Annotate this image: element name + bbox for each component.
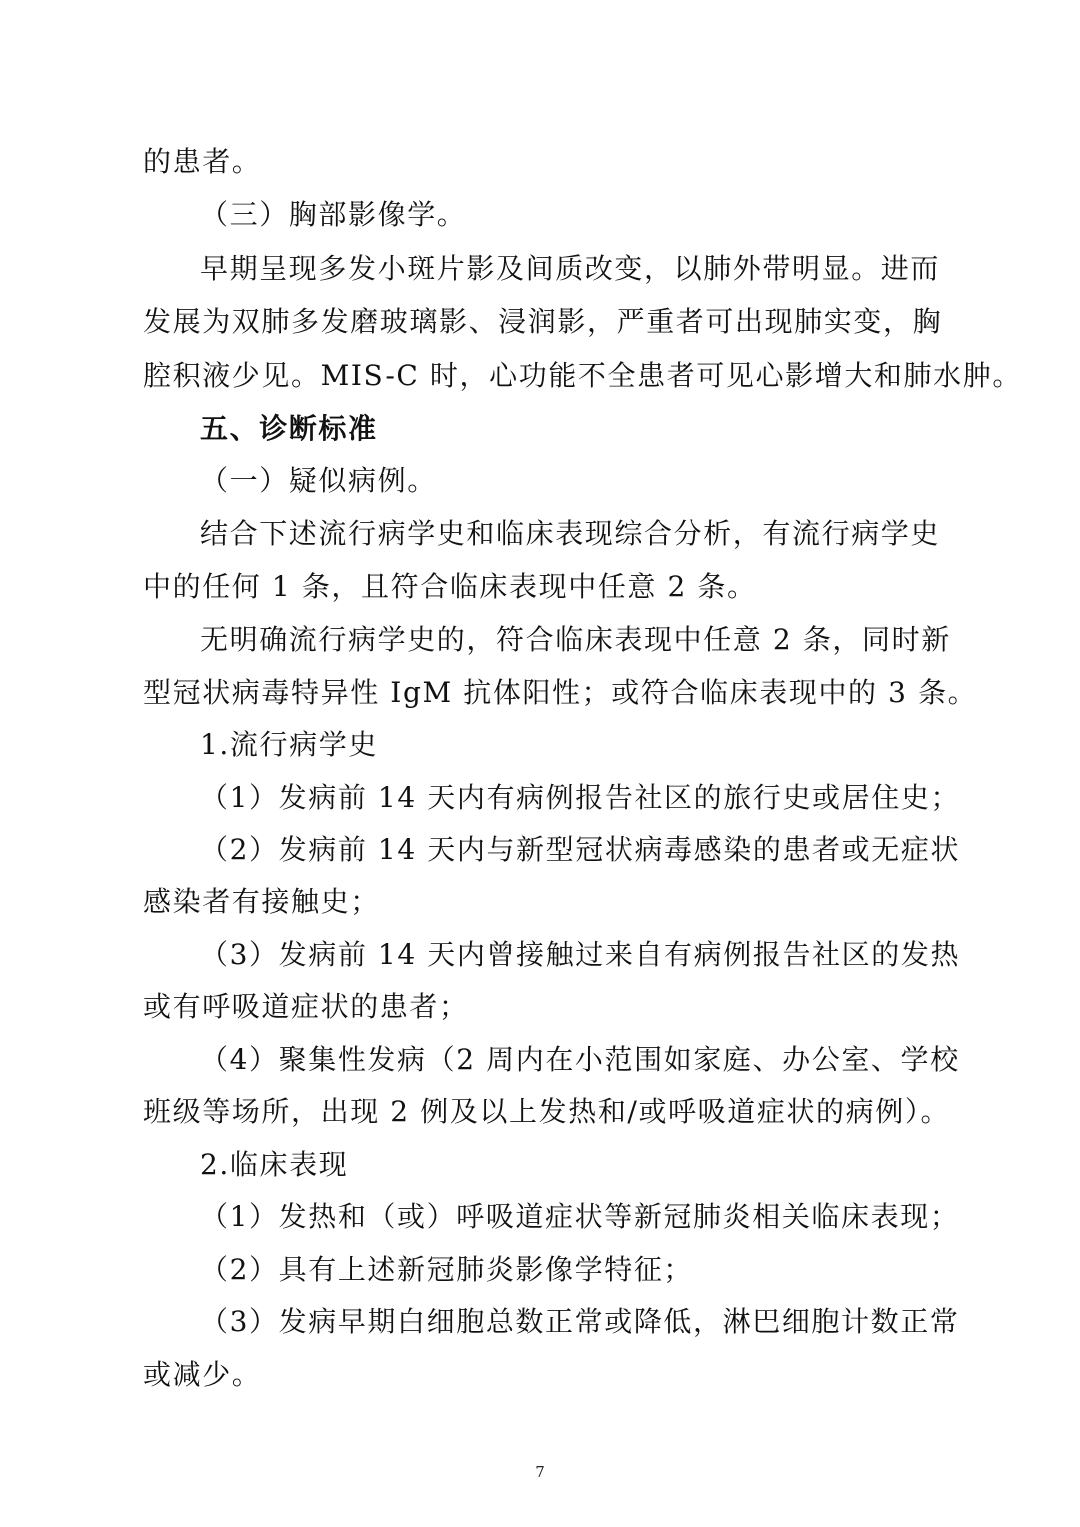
subsection-heading-chest-imaging: （三）胸部影像学。 [200, 198, 467, 231]
page-number: 7 [535, 1463, 545, 1481]
paragraph-line: 中的任何 1 条，且符合临床表现中任意 2 条。 [143, 570, 757, 603]
list-item: （2）具有上述新冠肺炎影像学特征； [200, 1253, 694, 1286]
list-item: （3）发病前 14 天内曾接触过来自有病例报告社区的发热 [200, 938, 961, 971]
list-item-continuation: 或有呼吸道症状的患者； [143, 990, 469, 1023]
list-item: （3）发病早期白细胞总数正常或降低，淋巴细胞计数正常 [200, 1305, 960, 1338]
paragraph-line: 型冠状病毒特异性 IgM 抗体阳性；或符合临床表现中的 3 条。 [143, 676, 978, 709]
paragraph-line: 无明确流行病学史的，符合临床表现中任意 2 条，同时新 [200, 623, 951, 656]
paragraph-line: 结合下述流行病学史和临床表现综合分析，有流行病学史 [200, 517, 941, 550]
list-item: （4）聚集性发病（2 周内在小范围如家庭、办公室、学校 [200, 1043, 960, 1076]
paragraph-line: 腔积液少见。MIS-C 时，心功能不全患者可见心影增大和肺水肿。 [143, 359, 1022, 392]
list-heading-epidemiological-history: 1.流行病学史 [200, 728, 378, 761]
subsection-heading-suspected-cases: （一）疑似病例。 [200, 464, 437, 497]
list-item-continuation: 或减少。 [143, 1358, 262, 1391]
paragraph-continuation: 的患者。 [143, 145, 262, 178]
paragraph-line: 早期呈现多发小斑片影及间质改变，以肺外带明显。进而 [200, 252, 941, 285]
list-item: （1）发病前 14 天内有病例报告社区的旅行史或居住史； [200, 781, 961, 814]
section-heading-diagnostic-criteria: 五、诊断标准 [200, 412, 378, 445]
list-item: （2）发病前 14 天内与新型冠状病毒感染的患者或无症状 [200, 833, 961, 866]
list-item-continuation: 感染者有接触史； [143, 885, 380, 918]
list-item: （1）发热和（或）呼吸道症状等新冠肺炎相关临床表现； [200, 1200, 960, 1233]
list-item-continuation: 班级等场所，出现 2 例及以上发热和/或呼吸道症状的病例）。 [143, 1095, 951, 1128]
list-heading-clinical-manifestations: 2.临床表现 [200, 1148, 349, 1181]
paragraph-line: 发展为双肺多发磨玻璃影、浸润影，严重者可出现肺实变，胸 [143, 305, 943, 338]
